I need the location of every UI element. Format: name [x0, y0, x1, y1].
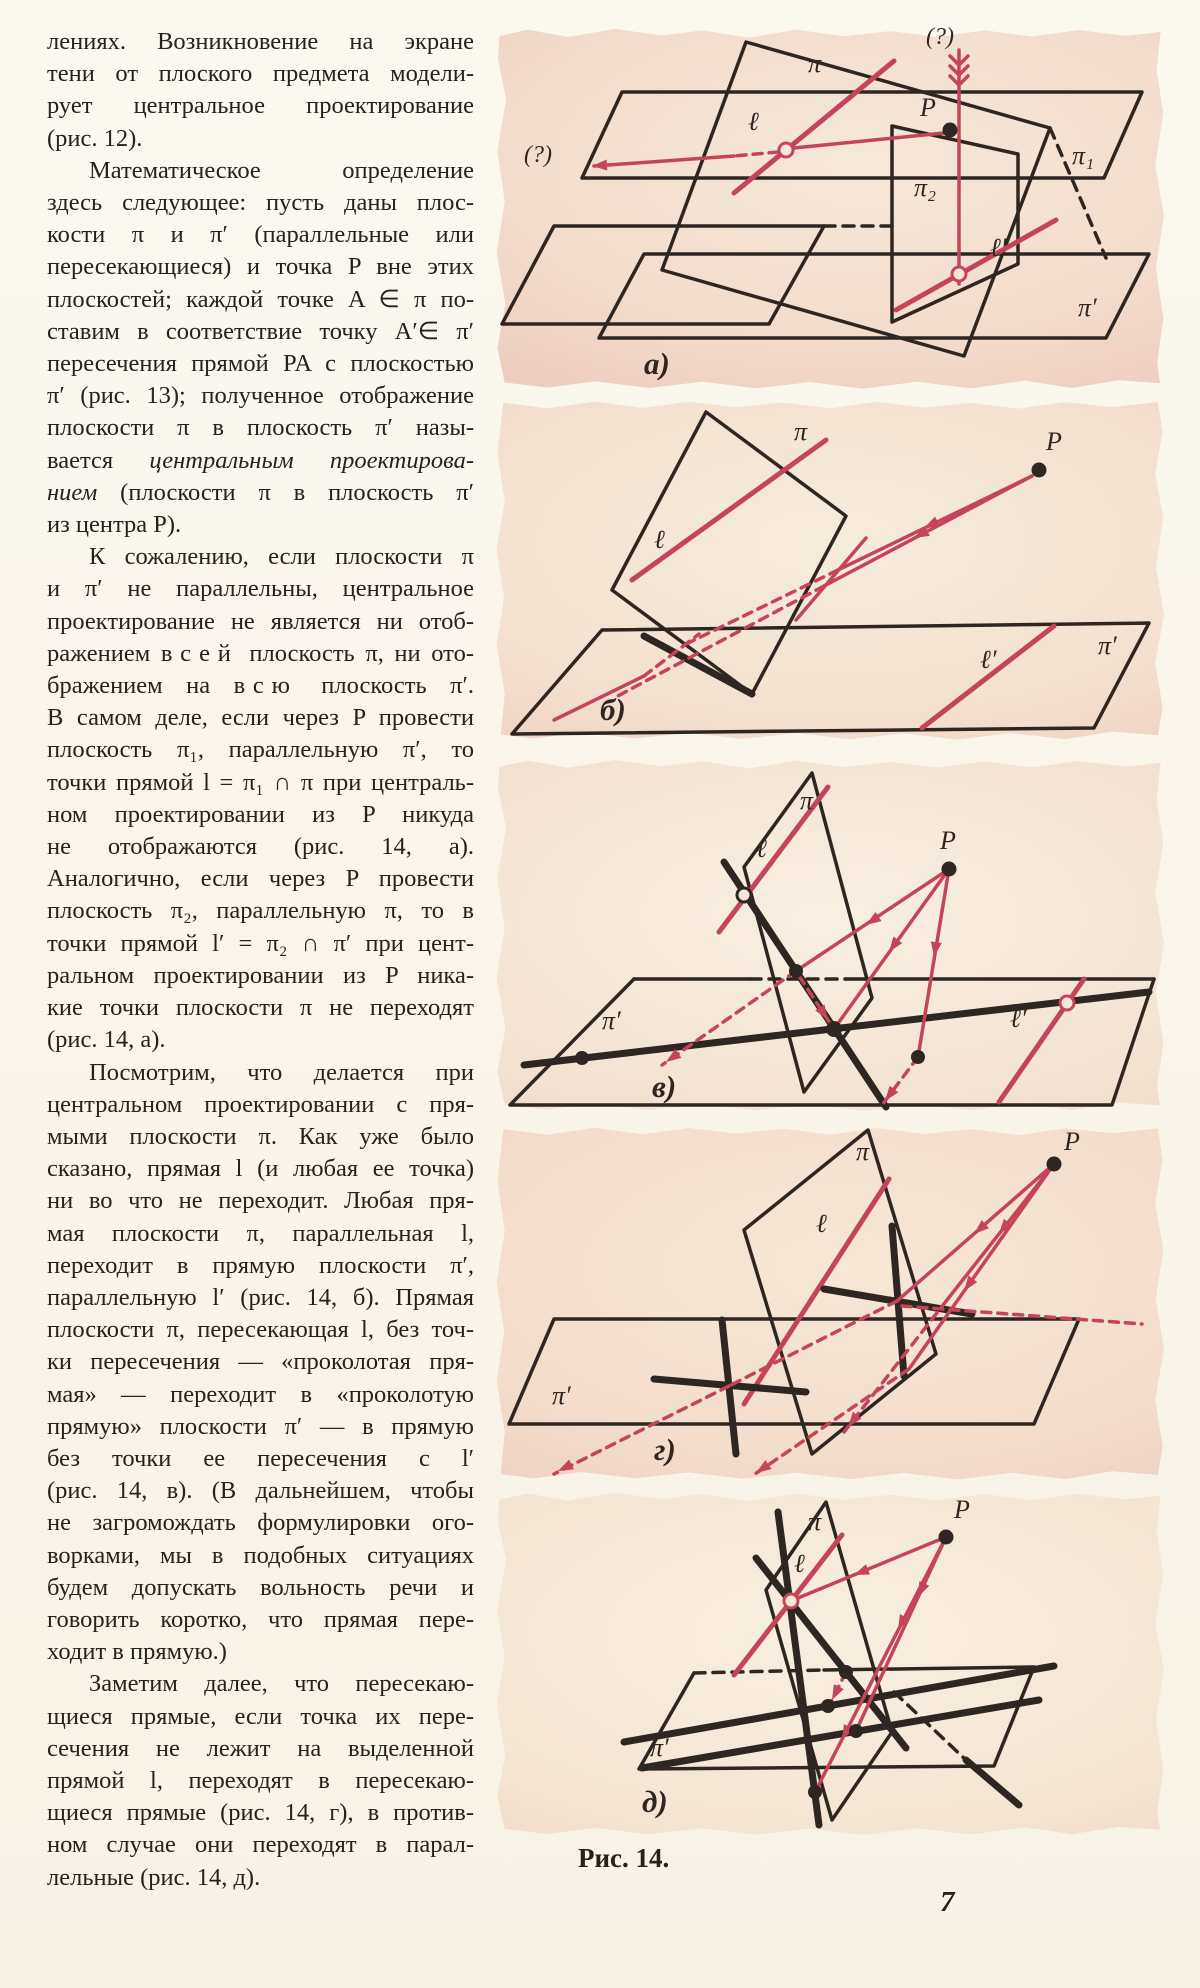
text-line: пересекающиеся) и точка P вне этих	[47, 253, 474, 281]
text-line: без точки ее пересечения с l′	[47, 1444, 474, 1472]
text-line: проектирование не является ни отоб-	[47, 607, 474, 635]
text-line: пересечения прямой PA с плоскостью	[47, 350, 474, 378]
text-line: π′ (рис. 13); полученное отображение	[47, 382, 474, 410]
point	[826, 1021, 842, 1037]
open-point	[737, 888, 751, 902]
ray-1-hidden	[614, 586, 824, 698]
text-line: тени от плоского предмета модели-	[47, 60, 474, 88]
plane-pi	[662, 42, 1050, 356]
label-pi-prime: π′	[1098, 631, 1117, 660]
text-line: К сожалению, если плоскости π	[89, 543, 474, 571]
text-line: прямую» плоскости π′ — в прямую	[47, 1412, 474, 1440]
label-P: P	[940, 826, 956, 855]
figure-a-drawing	[494, 26, 1166, 392]
text-line: лельные (рис. 14, д).	[47, 1863, 261, 1891]
line-l-prime	[896, 220, 1056, 310]
trace-dashed	[902, 1306, 1142, 1324]
pi-prime-top-edge-hidden	[694, 1670, 824, 1673]
point-P	[1047, 1157, 1062, 1172]
line-l-prime	[922, 626, 1054, 728]
point	[789, 964, 803, 978]
label-l: ℓ	[816, 1209, 827, 1238]
figure-panel-a	[494, 26, 1166, 392]
text-line: не загромождать формулировки ого-	[47, 1509, 474, 1537]
text-line: будем допускать вольность речи и	[47, 1573, 474, 1601]
text-line: лениях. Возникновение на экране	[47, 28, 474, 55]
text-line: и π′ не параллельны, центральное	[47, 575, 474, 603]
figure-caption: Рис. 14.	[578, 1843, 670, 1873]
open-point-on-l-prime	[952, 267, 966, 281]
label-question-top: (?)	[926, 26, 954, 50]
text-line: ральном проектировании из P ника-	[47, 961, 474, 989]
panel-letter-b: б)	[600, 692, 626, 727]
ray-to-question	[594, 156, 734, 166]
figure-v-drawing	[494, 757, 1166, 1114]
label-pi: π	[856, 1137, 870, 1166]
ray-1-hidden	[662, 971, 796, 1065]
text-line: ворками, мы в подобных ситуациях	[47, 1541, 474, 1569]
text-line: кости π и π′ (параллельные или	[47, 221, 474, 249]
label-l-prime: ℓ′	[980, 645, 997, 674]
text-line: мая плоскости π, параллельная l,	[47, 1219, 474, 1247]
text-line: Математическое определение	[89, 156, 474, 184]
text-line: ном случае они переходят в парал-	[47, 1831, 474, 1859]
text-line: плоскости π в плоскость π′ назы-	[47, 414, 474, 442]
label-pi: π	[808, 1507, 822, 1536]
text-line: центральном проектировании с пря-	[47, 1090, 474, 1118]
text-line: плоскость π₂, параллельную π, то в	[47, 897, 474, 925]
text-line: ном проектировании из P никуда	[47, 800, 474, 828]
text-column	[47, 26, 474, 1894]
text-segment: ражением	[47, 639, 161, 667]
point-P	[942, 862, 957, 877]
label-pi2: π₂	[914, 173, 937, 202]
parallel-image-2	[642, 1700, 1039, 1768]
arrowhead	[592, 159, 608, 171]
text-line: щиеся прямые, если точка их пере-	[47, 1702, 474, 1730]
figure-b-drawing	[494, 398, 1166, 742]
figure-d-drawing	[494, 1490, 1166, 1838]
ray-3	[918, 869, 949, 1057]
text-line: плоскостей; каждой точке A ∈ π по-	[47, 285, 474, 313]
open-point-on-l-prime	[1060, 996, 1074, 1010]
text-segment: центральным проектирова-	[149, 446, 474, 474]
text-segment: всей	[160, 639, 239, 667]
text-segment: плоскость π′.	[297, 672, 475, 700]
page-number: 7	[940, 1886, 955, 1918]
label-P: P	[1046, 427, 1062, 456]
label-pi-prime: π′	[552, 1381, 571, 1410]
text-line: щиеся прямые (рис. 14, г), в против-	[47, 1799, 474, 1827]
point	[821, 1699, 835, 1713]
text-line: сечения не лежит на выделенной	[47, 1734, 474, 1762]
point	[839, 1665, 853, 1679]
point	[849, 1724, 863, 1738]
plane-strip	[502, 226, 824, 324]
point-P	[943, 123, 958, 138]
text-line: Заметим далее, что пересекаю-	[89, 1670, 474, 1698]
label-pi: π	[808, 49, 822, 78]
ray-1-exit	[554, 1386, 729, 1474]
text-line: мая» — переходит в «проколотую	[47, 1380, 474, 1408]
text-line: переходит в прямую плоскости π′,	[47, 1251, 474, 1279]
text-line: ходит в прямую.)	[47, 1638, 227, 1666]
ray-dashed	[734, 152, 778, 156]
text-line: Аналогично, если через P провести	[47, 865, 474, 893]
text-line	[47, 477, 474, 509]
label-question-left: (?)	[524, 142, 552, 168]
text-line: точки прямой l′ = π₂ ∩ π′ при цент-	[47, 929, 474, 957]
text-line: сказано, прямая l (и любая ее точка)	[47, 1155, 474, 1183]
text-segment: бражением на	[47, 672, 234, 700]
label-pi1: π₁	[1072, 141, 1095, 170]
text-line: ставим в соответствие точку A′∈ π′	[47, 317, 474, 345]
text-line: рует центральное проектирование	[47, 92, 474, 120]
label-pi: π	[800, 786, 814, 815]
plane-pi-prime	[510, 979, 1154, 1105]
text-line	[47, 638, 474, 670]
text-line: Посмотрим, что делается при	[89, 1058, 474, 1086]
ray-P-to-l	[794, 133, 944, 148]
figure-panel-g	[494, 1124, 1166, 1482]
figure-panel-b	[494, 398, 1166, 742]
line-l	[632, 440, 826, 580]
point-P	[939, 1530, 954, 1545]
plane-pi	[612, 412, 846, 694]
text-segment: нием	[47, 478, 98, 506]
text-line: (рис. 14, в). (В дальнейшем, чтобы	[47, 1477, 474, 1505]
label-pi-prime: π′	[650, 1733, 669, 1762]
plane-pi-prime	[509, 1319, 1079, 1424]
plane-pi1	[582, 92, 1142, 178]
text-line: ни во что не переходит. Любая пря-	[47, 1187, 474, 1215]
text-segment: плоскость π, ни ото-	[238, 639, 474, 667]
text-line: говорить коротко, что прямая пере-	[47, 1605, 474, 1633]
text-line: (рис. 12).	[47, 124, 143, 152]
figure-panel-d	[494, 1490, 1166, 1838]
text-segment: всю	[233, 672, 298, 700]
figure-g-drawing	[494, 1124, 1166, 1482]
plane-pi2	[892, 126, 1018, 322]
text-line: здесь следующее: пусть даны плос-	[47, 189, 474, 217]
text-line: кие точки плоскости π не переходят	[47, 994, 474, 1022]
point	[575, 1051, 589, 1065]
point	[911, 1050, 925, 1064]
parallel-image-1	[624, 1666, 1054, 1742]
ray-2	[909, 1164, 1054, 1369]
label-l: ℓ	[794, 1549, 805, 1578]
text-line: из центра P).	[47, 511, 182, 539]
label-l: ℓ	[748, 107, 759, 136]
text-line: точки прямой l = π₁ ∩ π при централь-	[47, 768, 474, 796]
arrowhead	[852, 1564, 870, 1580]
ray-2-hidden	[680, 570, 838, 647]
label-P: P	[1064, 1127, 1080, 1156]
text-line: В самом деле, если через P провести	[47, 704, 474, 732]
label-pi: π	[794, 417, 808, 446]
ray-3	[815, 1537, 946, 1792]
ray-1-hidden	[729, 1301, 897, 1386]
text-line: мыми плоскости π. Как уже было	[47, 1122, 474, 1150]
label-l: ℓ	[756, 834, 767, 863]
label-l-prime: ℓ′	[990, 233, 1007, 262]
pi-prime-top-edge	[824, 1667, 1034, 1670]
point-P	[1032, 463, 1047, 478]
panel-letter-d: д)	[642, 1784, 668, 1819]
text-line	[47, 670, 474, 702]
open-point-on-l	[784, 1594, 798, 1608]
open-point-on-l	[779, 143, 793, 157]
text-line: (рис. 14, а).	[47, 1026, 166, 1054]
label-pi-prime: π′	[602, 1006, 621, 1035]
crossing-line-1	[756, 1558, 906, 1748]
line-m	[796, 538, 866, 620]
panel-letter-g: г)	[654, 1432, 676, 1467]
line-m-prime	[554, 676, 644, 720]
label-P: P	[954, 1495, 970, 1524]
figure-panel-v	[494, 757, 1166, 1114]
text-line: параллельную l′ (рис. 14, б). Прямая	[47, 1283, 474, 1311]
text-line: не отображаются (рис. 14, а).	[47, 833, 474, 861]
text-line: плоскости π, пересекающая l, без точ-	[47, 1316, 474, 1344]
panel-letter-v: в)	[652, 1069, 677, 1104]
label-l-prime: ℓ′	[1010, 1004, 1027, 1033]
text-line	[47, 445, 474, 477]
point	[808, 1785, 822, 1799]
label-l: ℓ	[654, 525, 665, 554]
text-segment: вается	[47, 446, 150, 474]
text-line: ки пересечения — «проколотая пря-	[47, 1348, 474, 1376]
label-P: P	[920, 93, 936, 122]
text-segment: (плоскости π в плоскость π′	[97, 478, 474, 506]
panel-letter-a: а)	[644, 346, 670, 381]
text-line: плоскость π₁, параллельную π′, то	[47, 736, 474, 764]
text-line: прямой l, переходят в пересекаю-	[47, 1766, 474, 1794]
label-pi-prime: π′	[1078, 293, 1097, 322]
